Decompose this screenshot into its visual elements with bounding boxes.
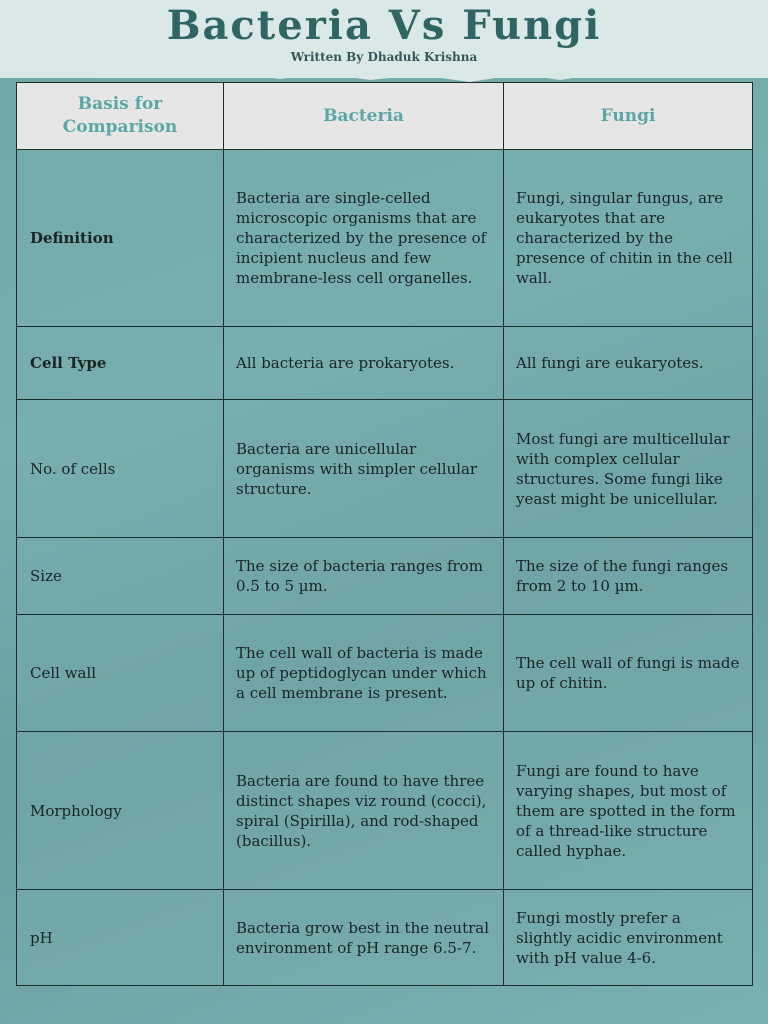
row-label: No. of cells xyxy=(17,400,224,538)
row-label: Cell Type xyxy=(17,327,224,400)
table-row xyxy=(17,327,753,400)
bacteria-cell: All bacteria are prokaryotes. xyxy=(224,327,504,400)
bacteria-cell: Bacteria are single-celled microscopic organisms that are characterized by the presence of incipient nucleus and few membrane-less cell organelles. xyxy=(224,150,504,327)
bacteria-cell: Bacteria grow best in the neutral environment of pH range 6.5-7. xyxy=(224,890,504,986)
page-title: Bacteria Vs Fungi xyxy=(166,2,602,49)
fungi-cell: Fungi mostly prefer a slightly acidic environment with pH value 4-6. xyxy=(504,890,753,986)
bacteria-cell: The size of bacteria ranges from 0.5 to 5 µm. xyxy=(224,538,504,615)
row-label: Morphology xyxy=(17,732,224,890)
bacteria-cell: Bacteria are found to have three distinct shapes viz round (cocci), spiral (Spirilla), and rod-shaped (bacillus). xyxy=(224,732,504,890)
row-label: Size xyxy=(17,538,224,615)
column-header-fungi: Fungi xyxy=(504,83,753,150)
row-label: pH xyxy=(17,890,224,986)
table-row xyxy=(17,150,753,327)
fungi-cell: Most fungi are multicellular with complex cellular structures. Some fungi like yeast might be unicellular. xyxy=(504,400,753,538)
comparison-table xyxy=(16,82,753,986)
fungi-cell: Fungi, singular fungus, are eukaryotes that are characterized by the presence of chitin in the cell wall. xyxy=(504,150,753,327)
fungi-cell: The size of the fungi ranges from 2 to 10 µm. xyxy=(504,538,753,615)
table-row xyxy=(17,400,753,538)
row-label: Cell wall xyxy=(17,615,224,732)
fungi-cell: All fungi are eukaryotes. xyxy=(504,327,753,400)
column-header-bacteria: Bacteria xyxy=(224,83,504,150)
table-row xyxy=(17,890,753,986)
bacteria-cell: The cell wall of bacteria is made up of peptidoglycan under which a cell membrane is present. xyxy=(224,615,504,732)
table-row xyxy=(17,615,753,732)
author-byline: Written By Dhaduk Krishna xyxy=(290,50,478,64)
table-header-row xyxy=(17,83,753,150)
fungi-cell: Fungi are found to have varying shapes, but most of them are spotted in the form of a thread-like structure called hyphae. xyxy=(504,732,753,890)
table-row xyxy=(17,732,753,890)
column-header-basis: Basis for Comparison xyxy=(17,83,224,150)
row-label: Definition xyxy=(17,150,224,327)
fungi-cell: The cell wall of fungi is made up of chitin. xyxy=(504,615,753,732)
table-row xyxy=(17,538,753,615)
bacteria-cell: Bacteria are unicellular organisms with simpler cellular structure. xyxy=(224,400,504,538)
